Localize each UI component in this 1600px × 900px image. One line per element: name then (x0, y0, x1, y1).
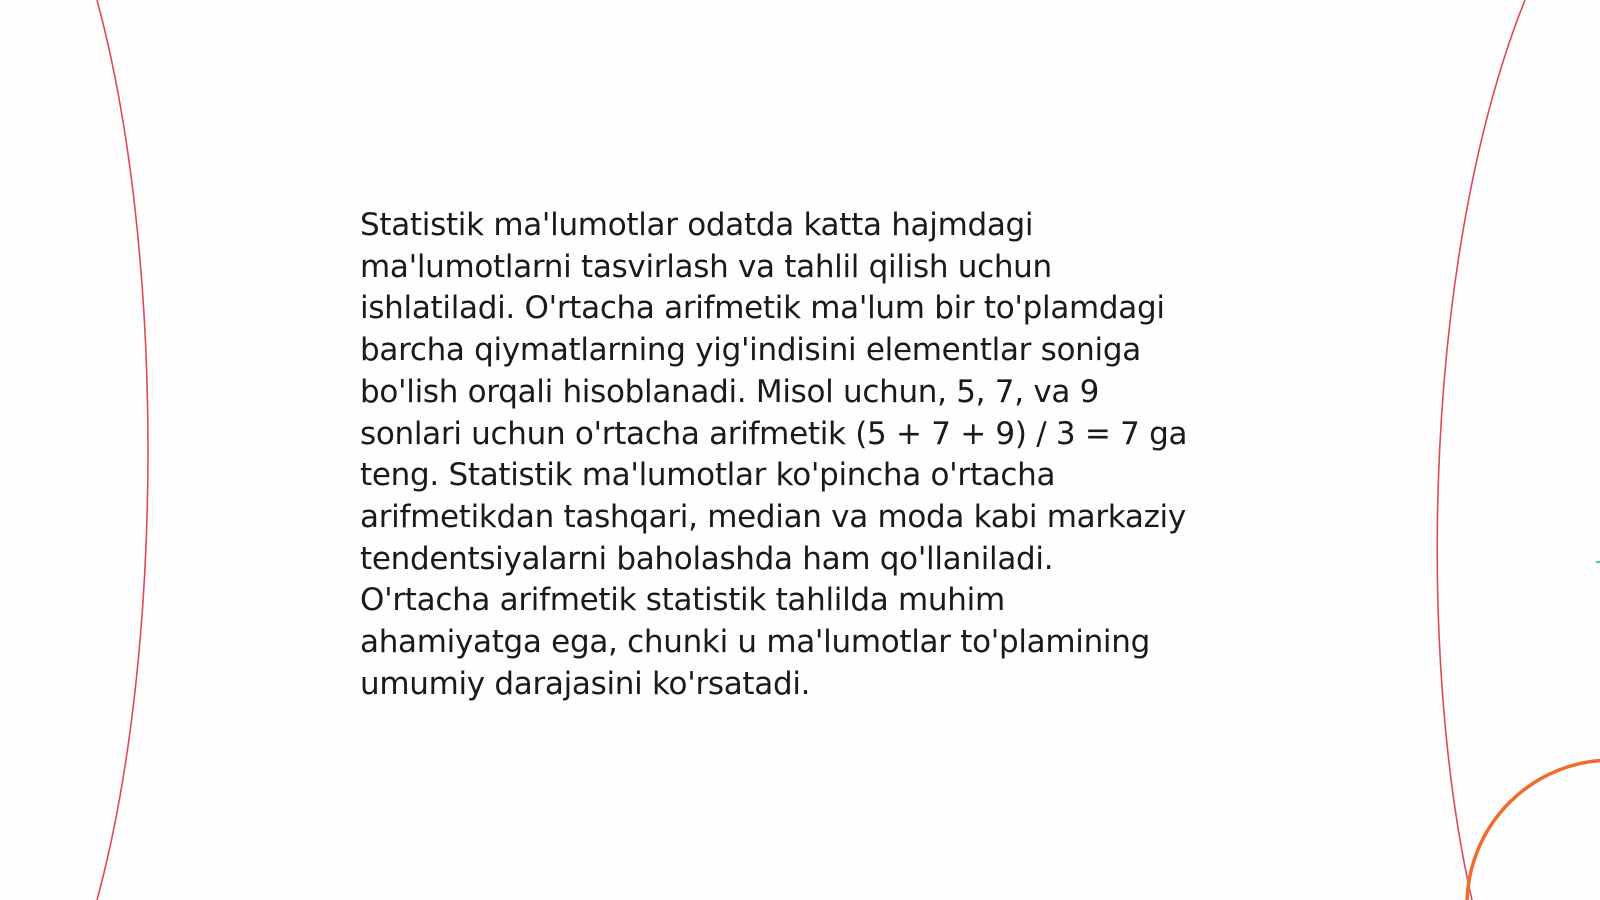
left-arc-decoration (97, 0, 148, 900)
orange-circle-decoration (1467, 760, 1600, 900)
slide-body-text: Statistik ma'lumotlar odatda katta hajmdagi ma'lumotlarni tasvirlash va tahlil qilish uchun ishlatiladi. O'rtacha arifmetik ma'lum bir to'plamdagi barcha qiymatlarning yig'indisini elementlar soniga bo'lish orqali hisoblanadi. Misol uchun, 5, 7, va 9 sonlari uchun o'rtacha arifmetik (5 + 7 + 9) / 3 = 7 ga teng. Statistik ma'lumotlar ko'pincha o'rtacha arifmetikdan tashqari, median va moda kabi markaziy tendentsiyalarni baholashda ham qo'llaniladi. O'rtacha arifmetik statistik tahlilda muhim ahamiyatga ega, chunki u ma'lumotlar to'plamining umumiy darajasini ko'rsatadi. (360, 207, 1188, 702)
right-arc-decoration (1437, 0, 1525, 900)
